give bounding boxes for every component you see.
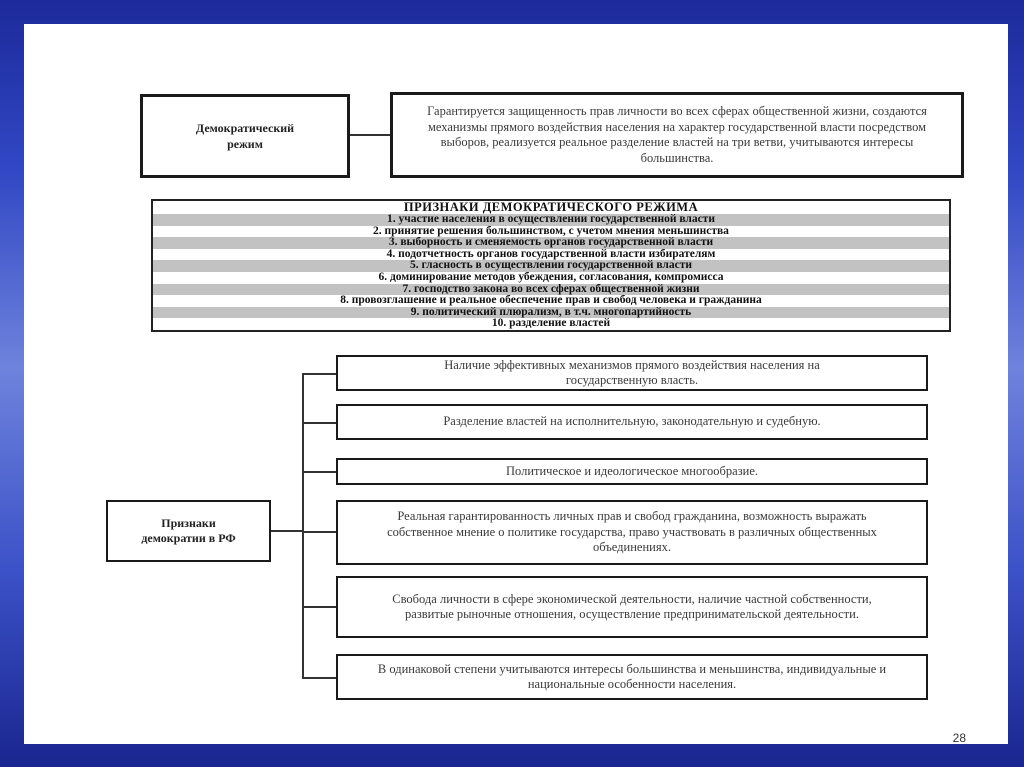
regime-description: Гарантируется защищенность прав личности во всех сферах общественной жизни, создаются механизмы прямого воздействия населения на характер государственной власти посредством выборов, реализуется реальное разделение властей на три ветви, учитываются интересы большинства.: [427, 104, 927, 165]
table-row: 7. господство закона во всех сферах общественной жизни: [153, 284, 949, 296]
rf-item-box: [336, 654, 928, 700]
table-row: 6. доминирование методов убеждения, согласования, компромисса: [153, 272, 949, 284]
rf-item-box: [336, 500, 928, 565]
signs-table: [151, 199, 951, 332]
table-row: 2. принятие решения большинством, с учетом мнения меньшинства: [153, 226, 949, 238]
regime-description-box: [390, 92, 964, 178]
rf-branch: [302, 373, 336, 375]
rf-branch: [302, 471, 336, 473]
rf-item-text: Политическое и идеологическое многообразие.: [505, 463, 759, 478]
rf-item-text: Реальная гарантированность личных прав и свобод гражданина, возможность выражать собственное мнение о политике государства, право участвовать в различных общественных объединениях.: [387, 509, 877, 555]
table-row: 9. политический плюрализм, в т.ч. многопартийность: [153, 307, 949, 319]
table-row: 3. выборность и сменяемость органов государственной власти: [153, 237, 949, 249]
regime-label-box: [140, 94, 350, 178]
rf-item-box: [336, 355, 928, 391]
table-row: 5. гласность в осуществлении государственной власти: [153, 260, 949, 272]
rf-item-box: [336, 404, 928, 440]
rf-item-text: В одинаковой степени учитываются интересы большинства и меньшинства, индивидуальные и национальные особенности населения.: [377, 661, 887, 691]
rf-label: Признаки демократии в РФ: [141, 516, 236, 545]
table-row: 1. участие населения в осуществлении государственной власти: [153, 214, 949, 226]
rf-connector-vertical: [302, 373, 304, 678]
table-row: 8. провозглашение и реальное обеспечение прав и свобод человека и гражданина: [153, 295, 949, 307]
table-row: 4. подотчетность органов государственной власти избирателям: [153, 249, 949, 261]
rf-branch: [302, 422, 336, 424]
rf-item-box: [336, 458, 928, 485]
rf-item-text: Наличие эффективных механизмов прямого воздействия населения на государственную власть.: [444, 357, 820, 387]
signs-table-header: ПРИЗНАКИ ДЕМОКРАТИЧЕСКОГО РЕЖИМА: [153, 201, 949, 214]
rf-label-box: [106, 500, 271, 562]
rf-branch: [302, 531, 336, 533]
page-number: 28: [952, 731, 966, 745]
table-row: 10. разделение властей: [153, 318, 949, 330]
rf-branch: [302, 677, 336, 679]
rf-item-text: Свобода личности в сфере экономической деятельности, наличие частной собственности, развитые рыночные отношения, осуществление предпринимательской деятельности.: [392, 591, 872, 621]
rf-connector-horizontal: [271, 530, 303, 532]
rf-branch: [302, 606, 336, 608]
regime-connector: [350, 134, 390, 136]
rf-item-box: [336, 576, 928, 638]
rf-item-text: Разделение властей на исполнительную, законодательную и судебную.: [443, 414, 821, 429]
regime-label: Демократический режим: [195, 121, 295, 151]
